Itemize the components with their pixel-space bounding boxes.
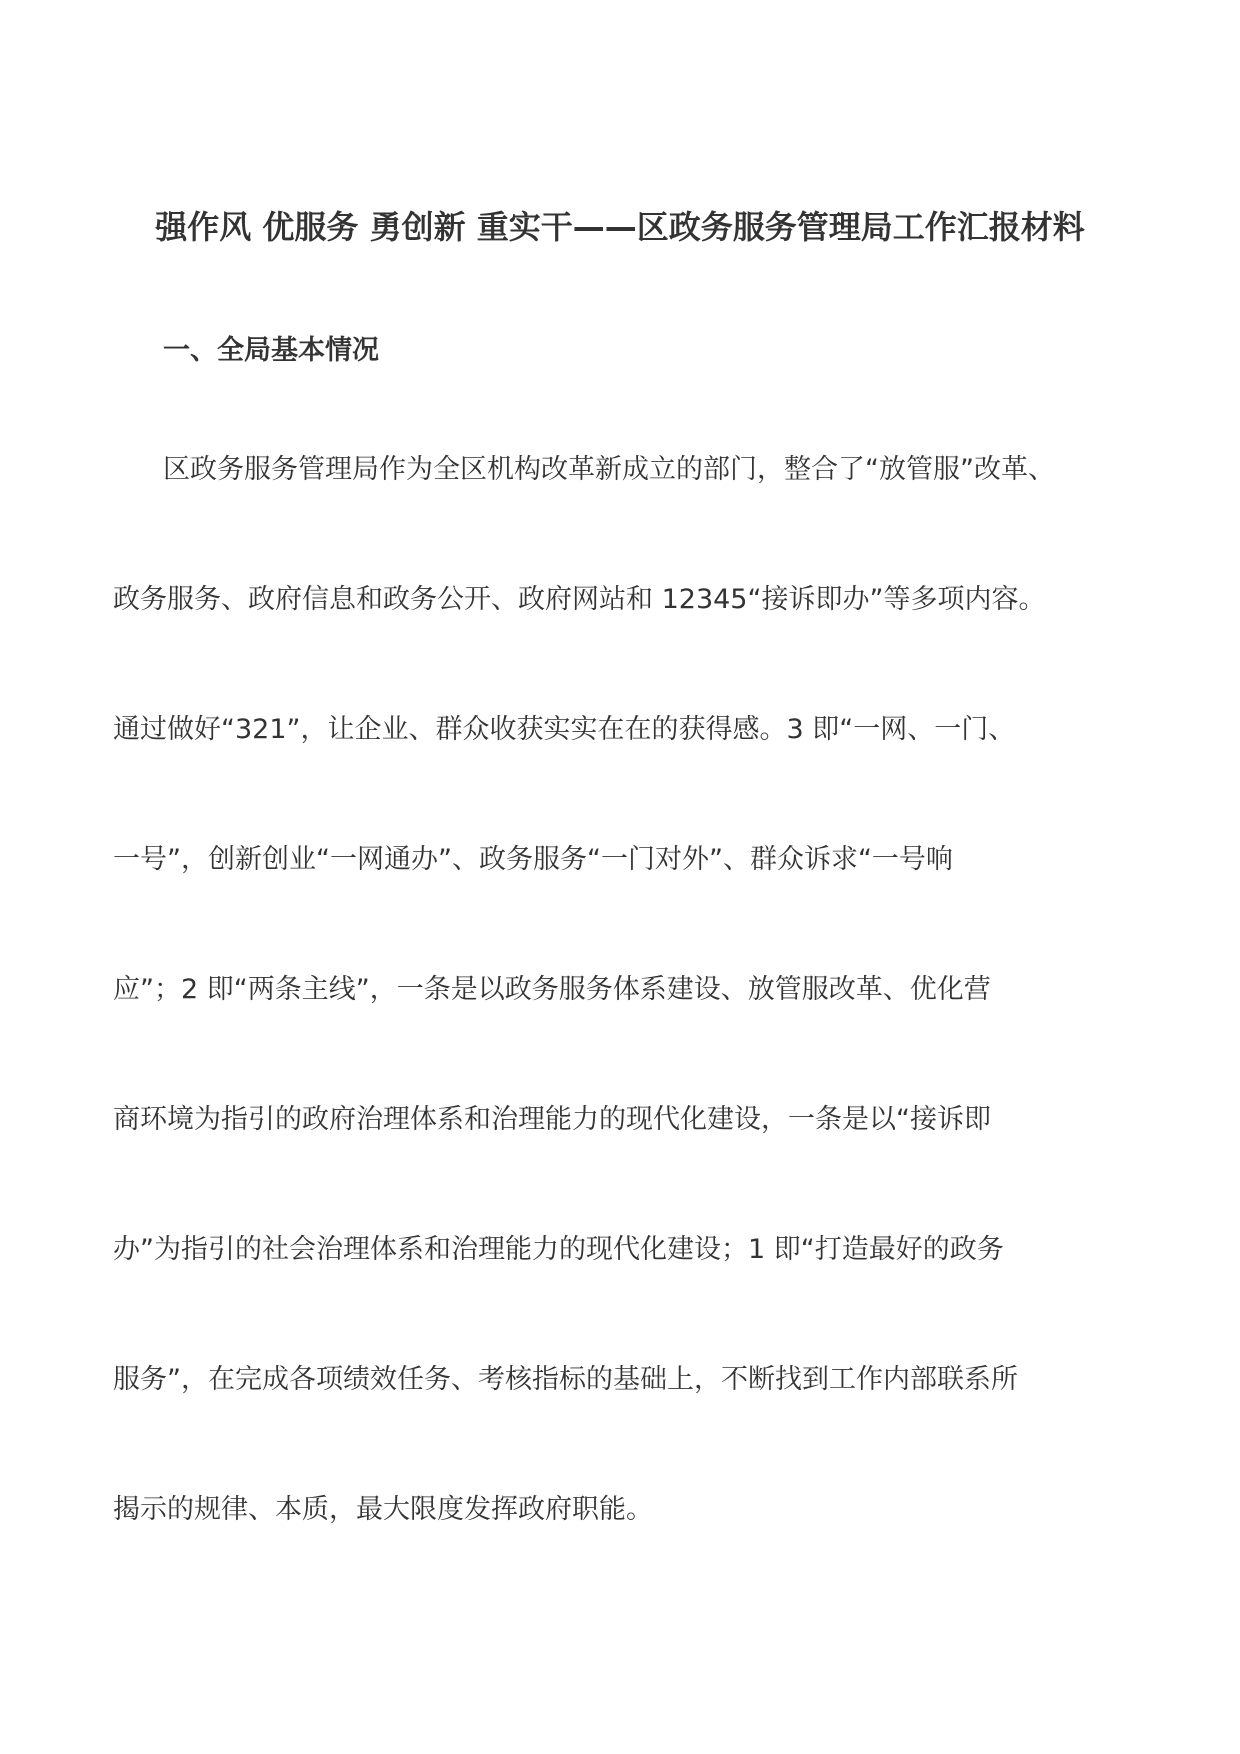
paragraph-line: 办”为指引的社会治理体系和治理能力的现代化建设；1 即“打造最好的政务: [113, 1234, 1004, 1265]
paragraph-line: 应”；2 即“两条主线”，一条是以政务服务体系建设、放管服改革、优化营: [113, 974, 991, 1005]
document-title: 强作风 优服务 勇创新 重实干——区政务服务管理局工作汇报材料: [155, 208, 1085, 246]
paragraph-line: 一号”，创新创业“一网通办”、政务服务“一门对外”、群众诉求“一号响: [113, 844, 953, 875]
paragraph-line: 政务服务、政府信息和政务公开、政府网站和 12345“接诉即办”等多项内容。: [113, 584, 1046, 615]
section-heading: 一、全局基本情况: [163, 335, 379, 366]
paragraph-line: 揭示的规律、本质，最大限度发挥政府职能。: [113, 1494, 653, 1525]
paragraph-line: 服务”，在完成各项绩效任务、考核指标的基础上，不断找到工作内部联系所: [113, 1364, 1018, 1395]
paragraph-line: 通过做好“321”，让企业、群众收获实实在在的获得感。3 即“一网、一门、: [113, 714, 1016, 745]
paragraph-line: 商环境为指引的政府治理体系和治理能力的现代化建设，一条是以“接诉即: [113, 1104, 991, 1135]
paragraph-line: 区政务服务管理局作为全区机构改革新成立的部门，整合了“放管服”改革、: [163, 454, 1055, 485]
